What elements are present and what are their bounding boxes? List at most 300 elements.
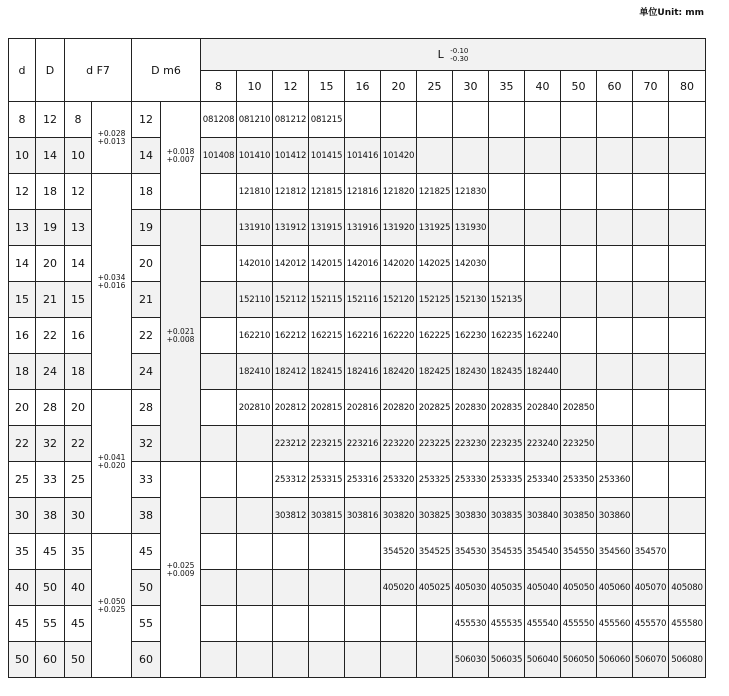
part-number-cell: 405060 xyxy=(597,570,633,606)
part-number-cell: 202840 xyxy=(525,390,561,426)
part-number-cell: 253315 xyxy=(309,462,345,498)
d-f7-tolerance-upper: +0.041 xyxy=(97,452,126,462)
cell-D: 22 xyxy=(36,318,65,354)
part-number-cell: 455540 xyxy=(525,606,561,642)
d-f7-tolerance-upper: +0.034 xyxy=(97,272,126,282)
part-number-cell xyxy=(561,174,597,210)
length-header-cell: 15 xyxy=(309,71,345,102)
part-number-cell: 506050 xyxy=(561,642,597,678)
header-length xyxy=(201,39,706,71)
part-number-cell xyxy=(201,354,237,390)
part-number-cell xyxy=(669,354,706,390)
d-m6-tolerance-lower: +0.009 xyxy=(166,568,195,578)
part-number-cell xyxy=(381,642,417,678)
part-number-cell: 131912 xyxy=(273,210,309,246)
part-number-cell xyxy=(345,606,381,642)
part-number-cell xyxy=(633,318,669,354)
part-number-cell xyxy=(597,246,633,282)
part-number-cell: 455550 xyxy=(561,606,597,642)
part-number-cell: 506035 xyxy=(489,642,525,678)
part-number-cell: 354530 xyxy=(453,534,489,570)
d-m6-tolerance-upper: +0.025 xyxy=(166,560,195,570)
part-number-cell: 121815 xyxy=(309,174,345,210)
part-number-cell: 081212 xyxy=(273,102,309,138)
part-number-cell: 303835 xyxy=(489,498,525,534)
part-number-cell: 253316 xyxy=(345,462,381,498)
cell-D: 50 xyxy=(36,570,65,606)
cell-d-f7: 30 xyxy=(65,498,92,534)
part-number-cell: 405070 xyxy=(633,570,669,606)
part-number-cell: 101408 xyxy=(201,138,237,174)
cell-d-f7: 15 xyxy=(65,282,92,318)
cell-d: 12 xyxy=(9,174,36,210)
part-number-cell xyxy=(237,462,273,498)
cell-D: 28 xyxy=(36,390,65,426)
part-number-cell: 182440 xyxy=(525,354,561,390)
length-header-cell: 35 xyxy=(489,71,525,102)
cell-d-m6: 55 xyxy=(132,606,161,642)
part-number-cell xyxy=(345,570,381,606)
d-f7-tolerance-lower: +0.020 xyxy=(97,460,126,470)
part-number-cell: 303815 xyxy=(309,498,345,534)
cell-d-m6: 20 xyxy=(132,246,161,282)
part-number-cell: 202830 xyxy=(453,390,489,426)
part-number-cell xyxy=(561,138,597,174)
part-number-cell xyxy=(597,426,633,462)
part-number-cell xyxy=(489,102,525,138)
cell-d-m6: 22 xyxy=(132,318,161,354)
part-number-cell: 223215 xyxy=(309,426,345,462)
part-number-cell xyxy=(669,462,706,498)
part-number-cell xyxy=(669,318,706,354)
part-number-cell: 405020 xyxy=(381,570,417,606)
part-number-cell xyxy=(489,210,525,246)
cell-d-m6: 18 xyxy=(132,174,161,210)
part-number-cell xyxy=(381,102,417,138)
cell-d: 35 xyxy=(9,534,36,570)
cell-d-f7: 20 xyxy=(65,390,92,426)
part-number-cell: 182410 xyxy=(237,354,273,390)
header-d: d xyxy=(9,39,36,102)
part-number-cell: 162240 xyxy=(525,318,561,354)
part-number-cell xyxy=(525,138,561,174)
part-number-cell xyxy=(273,642,309,678)
length-header-cell: 80 xyxy=(669,71,706,102)
part-number-cell: 223212 xyxy=(273,426,309,462)
part-number-cell: 142020 xyxy=(381,246,417,282)
part-number-cell: 303820 xyxy=(381,498,417,534)
part-number-cell: 131910 xyxy=(237,210,273,246)
length-header-cell: 25 xyxy=(417,71,453,102)
part-number-cell: 182425 xyxy=(417,354,453,390)
part-number-cell: 253360 xyxy=(597,462,633,498)
header-d-f7: d F7 xyxy=(65,39,132,102)
header-D: D xyxy=(36,39,65,102)
part-number-cell xyxy=(633,102,669,138)
part-number-cell xyxy=(633,426,669,462)
part-number-cell xyxy=(525,102,561,138)
table-body xyxy=(9,102,706,678)
cell-d: 15 xyxy=(9,282,36,318)
part-number-cell: 121812 xyxy=(273,174,309,210)
cell-d-f7: 8 xyxy=(65,102,92,138)
d-m6-tolerance xyxy=(161,102,201,210)
part-number-cell: 202812 xyxy=(273,390,309,426)
part-number-cell: 405040 xyxy=(525,570,561,606)
part-number-cell xyxy=(201,246,237,282)
cell-d-m6: 19 xyxy=(132,210,161,246)
part-number-cell: 131925 xyxy=(417,210,453,246)
part-number-cell xyxy=(669,210,706,246)
part-number-cell xyxy=(201,210,237,246)
part-number-cell: 162216 xyxy=(345,318,381,354)
cell-d-f7: 18 xyxy=(65,354,92,390)
part-number-cell: 101416 xyxy=(345,138,381,174)
part-number-cell xyxy=(201,426,237,462)
part-number-cell: 253312 xyxy=(273,462,309,498)
part-number-cell xyxy=(489,246,525,282)
d-m6-tolerance-lower: +0.008 xyxy=(166,334,195,344)
part-number-cell xyxy=(237,534,273,570)
part-number-cell: 182415 xyxy=(309,354,345,390)
part-number-cell xyxy=(669,174,706,210)
part-number-cell: 101415 xyxy=(309,138,345,174)
cell-d-f7: 50 xyxy=(65,642,92,678)
part-number-cell: 101412 xyxy=(273,138,309,174)
part-number-cell: 303830 xyxy=(453,498,489,534)
part-number-cell xyxy=(345,102,381,138)
cell-D: 38 xyxy=(36,498,65,534)
part-number-cell: 142016 xyxy=(345,246,381,282)
length-header-cell: 70 xyxy=(633,71,669,102)
part-number-cell xyxy=(237,570,273,606)
part-number-cell xyxy=(597,174,633,210)
cell-D: 14 xyxy=(36,138,65,174)
part-number-cell: 152112 xyxy=(273,282,309,318)
part-number-cell xyxy=(201,282,237,318)
part-number-cell: 202825 xyxy=(417,390,453,426)
part-number-cell: 131920 xyxy=(381,210,417,246)
cell-d-m6: 60 xyxy=(132,642,161,678)
part-number-cell: 253325 xyxy=(417,462,453,498)
part-number-cell xyxy=(597,282,633,318)
part-number-cell xyxy=(453,102,489,138)
part-number-cell xyxy=(201,462,237,498)
length-header-cell: 16 xyxy=(345,71,381,102)
cell-d-m6: 12 xyxy=(132,102,161,138)
part-number-cell xyxy=(417,138,453,174)
part-number-cell: 131930 xyxy=(453,210,489,246)
part-number-cell xyxy=(633,282,669,318)
part-number-cell: 182435 xyxy=(489,354,525,390)
part-number-cell xyxy=(669,282,706,318)
part-number-cell: 162220 xyxy=(381,318,417,354)
part-number-cell: 101410 xyxy=(237,138,273,174)
part-number-cell: 354525 xyxy=(417,534,453,570)
part-number-cell: 162215 xyxy=(309,318,345,354)
part-number-cell: 253330 xyxy=(453,462,489,498)
part-number-cell: 253350 xyxy=(561,462,597,498)
part-number-cell: 303816 xyxy=(345,498,381,534)
part-number-cell: 354535 xyxy=(489,534,525,570)
cell-d-m6: 21 xyxy=(132,282,161,318)
part-number-cell xyxy=(237,426,273,462)
part-number-cell: 121810 xyxy=(237,174,273,210)
part-number-cell: 162235 xyxy=(489,318,525,354)
part-number-cell xyxy=(633,354,669,390)
d-f7-tolerance-upper: +0.028 xyxy=(97,128,126,138)
part-number-cell: 405025 xyxy=(417,570,453,606)
d-m6-tolerance xyxy=(161,462,201,678)
length-tol-lower: -0.30 xyxy=(450,54,469,63)
part-number-cell: 162230 xyxy=(453,318,489,354)
part-number-cell xyxy=(597,210,633,246)
cell-d-f7: 12 xyxy=(65,174,92,210)
part-number-cell xyxy=(561,210,597,246)
part-number-cell: 182420 xyxy=(381,354,417,390)
part-number-cell xyxy=(597,102,633,138)
part-number-cell: 142010 xyxy=(237,246,273,282)
d-f7-tolerance-upper: +0.050 xyxy=(97,596,126,606)
part-number-cell xyxy=(201,498,237,534)
cell-d-f7: 14 xyxy=(65,246,92,282)
part-number-cell xyxy=(561,318,597,354)
cell-D: 60 xyxy=(36,642,65,678)
cell-D: 24 xyxy=(36,354,65,390)
part-number-cell: 506030 xyxy=(453,642,489,678)
part-number-cell xyxy=(309,606,345,642)
part-number-cell: 223225 xyxy=(417,426,453,462)
part-number-cell: 223216 xyxy=(345,426,381,462)
table-row xyxy=(9,534,706,570)
cell-D: 32 xyxy=(36,426,65,462)
d-m6-tolerance-lower: +0.007 xyxy=(166,154,195,164)
part-number-cell: 303860 xyxy=(597,498,633,534)
part-number-cell: 142025 xyxy=(417,246,453,282)
part-number-cell: 182430 xyxy=(453,354,489,390)
d-f7-tolerance-lower: +0.016 xyxy=(97,280,126,290)
cell-d-m6: 28 xyxy=(132,390,161,426)
cell-d: 18 xyxy=(9,354,36,390)
part-number-cell xyxy=(309,534,345,570)
cell-d: 50 xyxy=(9,642,36,678)
part-number-cell: 354550 xyxy=(561,534,597,570)
cell-d: 45 xyxy=(9,606,36,642)
cell-d: 22 xyxy=(9,426,36,462)
part-number-cell xyxy=(633,462,669,498)
part-number-cell xyxy=(273,606,309,642)
part-number-cell: 182412 xyxy=(273,354,309,390)
cell-d: 25 xyxy=(9,462,36,498)
cell-d: 40 xyxy=(9,570,36,606)
cell-D: 33 xyxy=(36,462,65,498)
part-number-cell: 506060 xyxy=(597,642,633,678)
part-number-cell xyxy=(633,138,669,174)
cell-d-f7: 35 xyxy=(65,534,92,570)
part-number-cell xyxy=(309,642,345,678)
part-number-cell xyxy=(201,390,237,426)
part-number-cell: 223250 xyxy=(561,426,597,462)
part-number-cell xyxy=(381,606,417,642)
part-number-cell xyxy=(669,390,706,426)
d-f7-tolerance xyxy=(92,102,132,174)
part-number-cell xyxy=(345,534,381,570)
cell-d: 10 xyxy=(9,138,36,174)
part-number-cell: 162212 xyxy=(273,318,309,354)
part-number-cell xyxy=(525,282,561,318)
part-number-cell: 455570 xyxy=(633,606,669,642)
part-number-cell xyxy=(237,606,273,642)
cell-D: 20 xyxy=(36,246,65,282)
length-header-cell: 10 xyxy=(237,71,273,102)
part-number-cell: 121830 xyxy=(453,174,489,210)
part-number-cell xyxy=(201,318,237,354)
cell-d-f7: 10 xyxy=(65,138,92,174)
cell-d: 13 xyxy=(9,210,36,246)
part-number-cell xyxy=(561,102,597,138)
cell-d: 8 xyxy=(9,102,36,138)
cell-d: 16 xyxy=(9,318,36,354)
part-number-cell: 223220 xyxy=(381,426,417,462)
part-number-cell: 455530 xyxy=(453,606,489,642)
table-row xyxy=(9,390,706,426)
cell-d-f7: 45 xyxy=(65,606,92,642)
length-header-cell: 50 xyxy=(561,71,597,102)
part-number-cell: 162210 xyxy=(237,318,273,354)
part-number-cell: 455535 xyxy=(489,606,525,642)
cell-d-f7: 22 xyxy=(65,426,92,462)
length-header-cell: 8 xyxy=(201,71,237,102)
part-number-cell: 354570 xyxy=(633,534,669,570)
part-number-cell xyxy=(669,426,706,462)
cell-D: 12 xyxy=(36,102,65,138)
part-number-cell: 142012 xyxy=(273,246,309,282)
length-header-cell: 20 xyxy=(381,71,417,102)
part-number-cell xyxy=(633,390,669,426)
cell-d-m6: 50 xyxy=(132,570,161,606)
cell-D: 45 xyxy=(36,534,65,570)
part-number-cell xyxy=(417,642,453,678)
length-header-cell: 30 xyxy=(453,71,489,102)
cell-d-m6: 38 xyxy=(132,498,161,534)
part-number-cell xyxy=(417,606,453,642)
cell-d-f7: 25 xyxy=(65,462,92,498)
d-m6-tolerance-upper: +0.018 xyxy=(166,146,195,156)
length-header-cell: 60 xyxy=(597,71,633,102)
part-number-cell: 121820 xyxy=(381,174,417,210)
cell-d-f7: 16 xyxy=(65,318,92,354)
part-number-cell: 223240 xyxy=(525,426,561,462)
part-number-cell: 152130 xyxy=(453,282,489,318)
part-number-cell: 253320 xyxy=(381,462,417,498)
part-number-cell xyxy=(669,246,706,282)
cell-d: 20 xyxy=(9,390,36,426)
part-number-cell: 101420 xyxy=(381,138,417,174)
part-number-cell: 223235 xyxy=(489,426,525,462)
d-f7-tolerance xyxy=(92,390,132,534)
part-number-cell xyxy=(273,534,309,570)
part-number-cell: 405035 xyxy=(489,570,525,606)
header-length-label: L xyxy=(437,47,444,61)
part-number-cell: 081208 xyxy=(201,102,237,138)
part-number-cell: 506080 xyxy=(669,642,706,678)
part-number-cell: 303812 xyxy=(273,498,309,534)
part-number-cell: 182416 xyxy=(345,354,381,390)
part-number-cell xyxy=(345,642,381,678)
part-number-cell xyxy=(309,570,345,606)
product-table xyxy=(8,38,706,678)
part-number-cell xyxy=(417,102,453,138)
d-f7-tolerance xyxy=(92,534,132,678)
d-m6-tolerance xyxy=(161,210,201,462)
part-number-cell: 455580 xyxy=(669,606,706,642)
d-m6-tolerance-upper: +0.021 xyxy=(166,326,195,336)
part-number-cell: 506040 xyxy=(525,642,561,678)
cell-d: 30 xyxy=(9,498,36,534)
d-f7-tolerance-lower: +0.013 xyxy=(97,136,126,146)
part-number-cell xyxy=(669,534,706,570)
cell-D: 55 xyxy=(36,606,65,642)
part-number-cell: 354520 xyxy=(381,534,417,570)
part-number-cell xyxy=(597,390,633,426)
part-number-cell xyxy=(525,174,561,210)
d-f7-tolerance-lower: +0.025 xyxy=(97,604,126,614)
part-number-cell xyxy=(237,498,273,534)
part-number-cell xyxy=(201,174,237,210)
part-number-cell xyxy=(201,642,237,678)
part-number-cell: 455560 xyxy=(597,606,633,642)
part-number-cell xyxy=(597,138,633,174)
part-number-cell: 121816 xyxy=(345,174,381,210)
part-number-cell: 202820 xyxy=(381,390,417,426)
part-number-cell xyxy=(525,246,561,282)
part-number-cell: 405050 xyxy=(561,570,597,606)
cell-d-m6: 33 xyxy=(132,462,161,498)
part-number-cell xyxy=(525,210,561,246)
part-number-cell xyxy=(669,102,706,138)
part-number-cell: 253340 xyxy=(525,462,561,498)
header-d-m6: D m6 xyxy=(132,39,201,102)
length-header-cell: 12 xyxy=(273,71,309,102)
cell-D: 19 xyxy=(36,210,65,246)
part-number-cell: 303840 xyxy=(525,498,561,534)
part-number-cell: 121825 xyxy=(417,174,453,210)
part-number-cell xyxy=(561,282,597,318)
cell-d-m6: 45 xyxy=(132,534,161,570)
cell-d-m6: 32 xyxy=(132,426,161,462)
part-number-cell xyxy=(201,534,237,570)
part-number-cell: 142030 xyxy=(453,246,489,282)
part-number-cell: 303825 xyxy=(417,498,453,534)
part-number-cell xyxy=(561,246,597,282)
part-number-cell xyxy=(633,498,669,534)
cell-d-f7: 40 xyxy=(65,570,92,606)
part-number-cell xyxy=(201,606,237,642)
header-length-tolerance xyxy=(450,47,468,63)
cell-D: 18 xyxy=(36,174,65,210)
part-number-cell xyxy=(201,570,237,606)
part-number-cell: 354540 xyxy=(525,534,561,570)
table-row xyxy=(9,102,706,138)
part-number-cell: 131915 xyxy=(309,210,345,246)
length-tol-upper: -0.10 xyxy=(450,46,469,55)
part-number-cell: 142015 xyxy=(309,246,345,282)
part-number-cell xyxy=(237,642,273,678)
part-number-cell: 131916 xyxy=(345,210,381,246)
part-number-cell xyxy=(597,354,633,390)
part-number-cell: 152115 xyxy=(309,282,345,318)
part-number-cell xyxy=(453,138,489,174)
